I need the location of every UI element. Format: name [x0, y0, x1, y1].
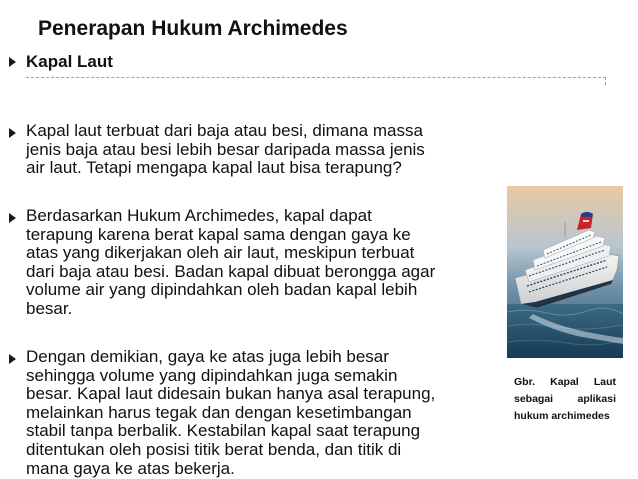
- paragraph-2: [26, 207, 435, 319]
- section-heading: Kapal Laut: [26, 52, 113, 71]
- paragraph-line: besar.: [26, 298, 73, 318]
- triangle-bullet-icon: [9, 213, 16, 223]
- divider-end-tick: [605, 77, 606, 85]
- dashed-divider: [26, 77, 606, 78]
- paragraph-line: ditentukan oleh posisi titik berat benda, dan titik di: [26, 439, 402, 459]
- paragraph-1: [26, 122, 425, 178]
- paragraph-line: mana gaya ke atas bekerja.: [26, 458, 235, 478]
- triangle-bullet-icon: [9, 57, 16, 67]
- paragraph-line: atas yang dikerjakan oleh air laut, meskipun terbuat: [26, 243, 415, 263]
- cruise-ship-image: [507, 186, 623, 358]
- paragraph-line: stabil tanpa berbalik. Kestabilan kapal saat terapung: [26, 421, 421, 441]
- paragraph-line: sehingga volume yang dipindahkan juga semakin: [26, 365, 398, 385]
- triangle-bullet-icon: [9, 354, 16, 364]
- paragraph-line: melainkan harus tegak dan dengan kesetimbangan: [26, 402, 412, 422]
- paragraph-line: jenis baja atau besi lebih besar daripada massa jenis: [26, 139, 425, 159]
- paragraph-line: Dengan demikian, gaya ke atas juga lebih besar: [26, 347, 389, 366]
- paragraph-line: volume air yang dipindahkan oleh badan kapal lebih: [26, 280, 418, 300]
- slide-title: Penerapan Hukum Archimedes: [38, 17, 348, 40]
- paragraph-line: Berdasarkan Hukum Archimedes, kapal dapat: [26, 206, 372, 225]
- paragraph-3: [26, 348, 435, 478]
- paragraph-line: Kapal laut terbuat dari baja atau besi, dimana massa: [26, 121, 423, 140]
- paragraph-line: dari baja atau besi. Badan kapal dibuat berongga agar: [26, 261, 436, 281]
- figure-caption: Gbr. Kapal Laut sebagai aplikasi hukum archimedes: [514, 376, 616, 422]
- paragraph-line: air laut. Tetapi mengapa kapal laut bisa terapung?: [26, 158, 402, 178]
- triangle-bullet-icon: [9, 128, 16, 138]
- paragraph-line: terapung karena berat kapal sama dengan gaya ke: [26, 224, 411, 244]
- paragraph-line: besar. Kapal laut didesain bukan hanya asal terapung,: [26, 384, 436, 404]
